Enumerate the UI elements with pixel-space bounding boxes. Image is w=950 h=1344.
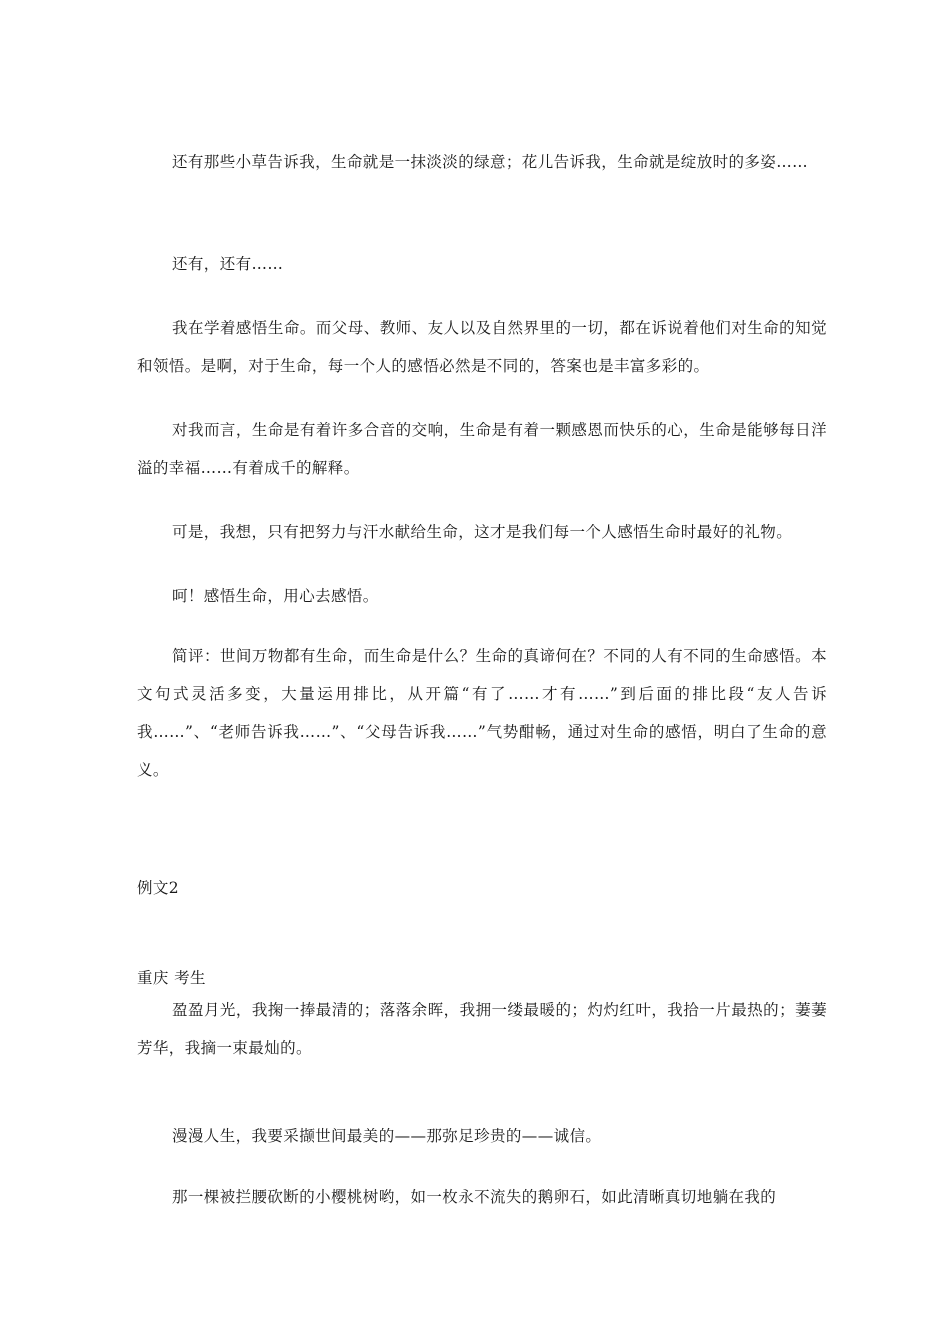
paragraph-learning-life: 我在学着感悟生命。而父母、教师、友人以及自然界里的一切，都在诉说着他们对生命的知觉和领悟。是啊，对于生命，每一个人的感悟必然是不同的，答案也是丰富多彩的。 (137, 319, 827, 375)
paragraph-but-i-think: 可是，我想，只有把努力与汗水献给生命，这才是我们每一个人感悟生命时最好的礼物。 (172, 523, 793, 541)
paragraph-grass-flowers: 还有那些小草告诉我，生命就是一抹淡淡的绿意；花儿告诉我，生命就是绽放时的多姿…… (172, 153, 809, 171)
paragraph-cherry-tree: 那一棵被拦腰砍断的小樱桃树哟，如一枚永不流失的鹅卵石，如此清晰真切地躺在我的 (172, 1188, 777, 1206)
author-line: 重庆 考生 (137, 969, 206, 987)
paragraph-commentary: 简评：世间万物都有生命，而生命是什么？生命的真谛何在？不同的人有不同的生命感悟。本文句式灵活多变，大量运用排比，从开篇“有了……才有……”到后面的排比段“友人告诉我……”、“老师告诉我……”、“父母告诉我……”气势酣畅，通过对生命的感悟，明白了生命的意义。 (137, 647, 827, 779)
paragraph-still-more: 还有，还有…… (172, 255, 284, 273)
paragraph-exclamation: 呵！感悟生命，用心去感悟。 (172, 587, 379, 605)
paragraph-for-me: 对我而言，生命是有着许多合音的交响，生命是有着一颗感恩而快乐的心，生命是能够每日洋溢的幸福……有着成千的解释。 (137, 421, 827, 477)
paragraph-integrity: 漫漫人生，我要采撷世间最美的——那弥足珍贵的——诚信。 (172, 1127, 602, 1145)
paragraph-moonlight: 盈盈月光，我掬一捧最清的；落落余晖，我拥一缕最暖的；灼灼红叶，我拾一片最热的；萋萋芳华，我摘一束最灿的。 (137, 1001, 827, 1057)
section-heading: 例文2 (137, 879, 180, 897)
